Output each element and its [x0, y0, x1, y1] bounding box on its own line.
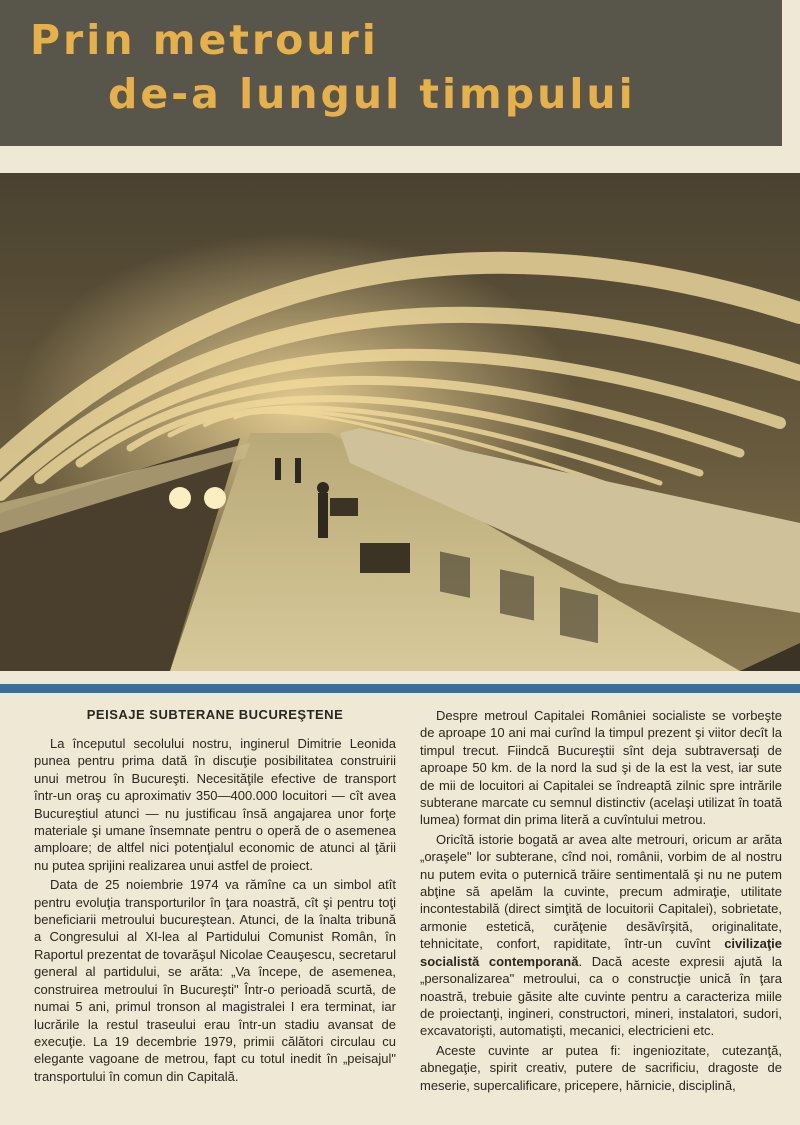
paragraph: Data de 25 noiembrie 1974 va rămîne ca un simbol atît pentru evoluţia transporturilor în ţara noastră, cît şi pentru toţi beneficiarii metroului bucureştean. Atunci, de la înalta tribună a Congresului al XI-lea al Partidului Comunist Român, în Raportul prezentat de tovarăşul Nicolae Ceauşescu, secretarul general al partidului, se arăta: „Va începe, de asemenea, construirea metroului în Bucureşti" Într-o perioadă scurtă, de numai 5 ani, primul tronson al magistralei I era terminat, iar lucrările la restul traseului erau într-un stadiu avansat de execuţie. La 19 decembrie 1979, primii călători circulau cu elegante vagoane de metrou, fapt cu totul inedit în „peisajul" transportului în comun din Capitală. — [34, 877, 396, 1084]
bench — [330, 498, 358, 516]
paragraph-text: Oricîtă istorie bogată ar avea alte metrouri, oricum ar arăta „oraşele" lor subterane, cînd noi, românii, vorbim de al nostru nu putem evita o puternică trăire sentimentală şi nu ne putem abţine să apelăm la cuvinte, precum admiraţie, utilitate incontestabilă (direct simţită de locuitorii Capitalei), sobrietate, armonie estetică, curăţenie desăvîrşită, originalitate, tehnicitate, confort, rapiditate, într-un cuvînt — [420, 831, 782, 952]
article-column-right — [420, 707, 782, 1094]
paragraph: Aceste cuvinte ar putea fi: ingeniozitate, cutezanţă, abnegaţie, spirit creativ, putere de sacrificiu, dragoste de meserie, supercalificare, pricepere, hărnicie, disciplină, — [420, 1042, 782, 1093]
title-banner — [0, 0, 782, 146]
article-column-left — [34, 707, 396, 1085]
metro-station-photo — [0, 173, 800, 671]
paragraph — [420, 831, 782, 1040]
article-heading: PEISAJE SUBTERANE BUCUREŞTENE — [86, 707, 344, 722]
train-headlight — [204, 487, 226, 509]
metro-station-illustration — [0, 173, 800, 671]
bench — [360, 543, 410, 573]
title-line-2: de-a lungul timpului — [108, 70, 636, 118]
section-divider — [0, 684, 800, 693]
emphasis-text: civilizaţie socialistă contemporană — [420, 936, 782, 969]
paragraph-text: . Dacă aceste expresii ajută la „personalizarea" metroului, ca o construcţie unică în ţara noastră, trebuie găsite alte cuvinte pentru a caracteriza miile de proiectanţi, ingineri, constructori, mineri, instalatori, sudori, excavatorişti, automatişti, mecanici, electricieni etc. — [420, 953, 782, 1039]
paragraph: La începutul secolului nostru, inginerul Dimitrie Leonida punea pentru prima dată în discuţie posibilitatea construirii unui metrou în Bucureşti. Necesităţile efective de transport într-un oraş cu aproximativ 350—400.000 locuitori — cît avea Bucureştiul atunci — nu justificau însă angajarea unor forţe materiale şi umane însemnate pentru o operă de o asemenea amploare; de altfel nici potenţialul economic de atunci al ţării nu putea sprijini realizarea unui astfel de proiect. — [34, 736, 396, 873]
title-line-1: Prin metrouri — [30, 16, 379, 64]
paragraph: Despre metroul Capitalei României socialiste se vorbeşte de aproape 10 ani mai curînd la timpul prezent şi viitor decît la timpul trecut. Fiindcă Bucureştii sînt deja subtraversaţi de aproape 50 km. de la nord la sud şi de la est la vest, iar sute de mii de locuitori ai Capitalei se îndreaptă zilnic spre intrările subterane marcate cu semnul distinctiv (acelaşi utilizat în toată lumea) format din prima literă a cuvîntului metrou. — [420, 708, 782, 828]
train-headlight — [169, 487, 191, 509]
